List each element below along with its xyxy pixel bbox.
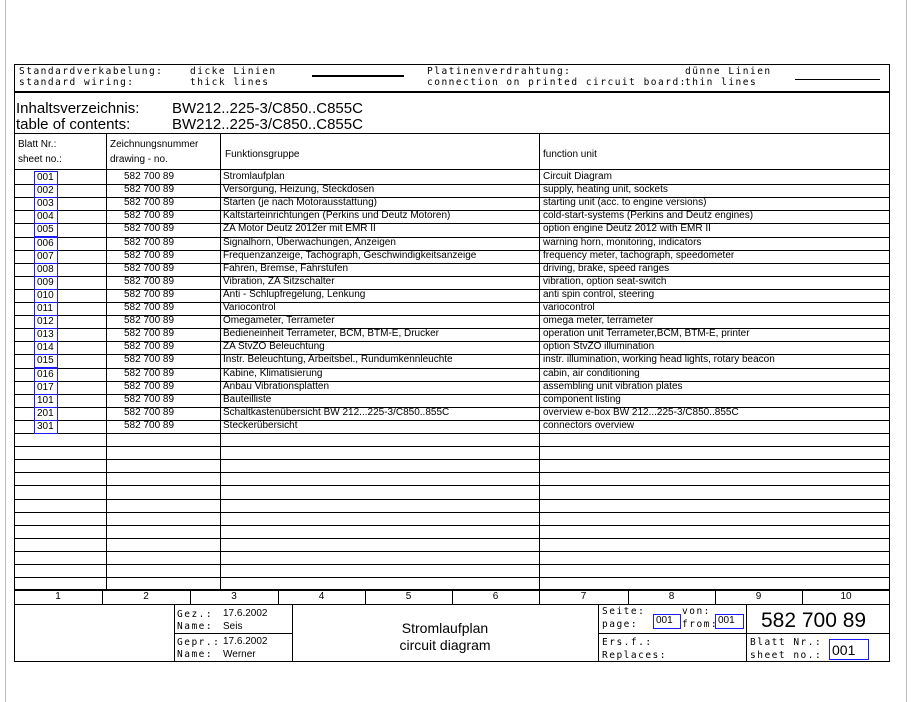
sheet-number: 016 bbox=[34, 368, 58, 382]
column-number: 8 bbox=[668, 591, 675, 602]
function-unit: component listing bbox=[543, 393, 621, 405]
footer-von: von: bbox=[682, 606, 711, 617]
drawing-number: 582 700 89 bbox=[124, 406, 175, 418]
row-line bbox=[14, 485, 890, 486]
function-unit: cabin, air conditioning bbox=[543, 367, 640, 379]
legend-pcb-de: Platinenverdrahtung: bbox=[427, 66, 572, 77]
function-unit: instr. illumination, working head lights, rotary beacon bbox=[543, 354, 775, 366]
footer-sheet-no: 001 bbox=[829, 639, 869, 660]
function-unit: option StvZO illumination bbox=[543, 341, 655, 353]
row-line bbox=[14, 551, 890, 552]
drawing-number: 582 700 89 bbox=[124, 302, 175, 313]
function-unit: variocontrol bbox=[543, 302, 595, 313]
row-line bbox=[14, 512, 890, 513]
header-sheet-en: sheet no.: bbox=[18, 154, 62, 165]
function-group: Starten (je nach Motorausstattung) bbox=[223, 197, 377, 209]
header-unit: function unit bbox=[543, 149, 597, 160]
footer-sheet: sheet no.: bbox=[750, 650, 823, 661]
column-number: 1 bbox=[55, 591, 61, 602]
column-number: 5 bbox=[405, 591, 412, 602]
column-number: 3 bbox=[231, 591, 237, 602]
legend-std-en: standard wiring: bbox=[19, 77, 135, 88]
footer-gepr-date: 17.6.2002 bbox=[223, 636, 268, 647]
drawing-number: 582 700 89 bbox=[124, 341, 175, 353]
sheet-number: 011 bbox=[34, 302, 58, 316]
sheet-number: 014 bbox=[34, 341, 58, 355]
drawing-number: 582 700 89 bbox=[124, 380, 175, 392]
column-number: 10 bbox=[840, 591, 852, 602]
drawing-number: 582 700 89 bbox=[124, 367, 175, 379]
drawing-number: 582 700 89 bbox=[124, 419, 175, 431]
title-model-en: BW212..225-3/C850..C855C bbox=[172, 116, 363, 133]
thick-line-sample bbox=[312, 75, 404, 77]
footer-blatt: Blatt Nr.: bbox=[750, 637, 823, 648]
function-group: Versorgung, Heizung, Steckdosen bbox=[223, 184, 375, 196]
legend-thick-de: dicke Linien bbox=[190, 66, 277, 77]
footer-name-1: Seis bbox=[223, 621, 243, 632]
column-number: 2 bbox=[143, 591, 149, 602]
sheet-number: 012 bbox=[34, 315, 58, 329]
row-line bbox=[14, 577, 890, 578]
thin-line-sample bbox=[795, 79, 880, 80]
function-unit: starting unit (acc. to engine versions) bbox=[543, 197, 707, 209]
drawing-number: 582 700 89 bbox=[124, 197, 175, 209]
function-unit: operation unit Terrameter,BCM, BTM-E, printer bbox=[543, 328, 750, 340]
function-group: ZA StvZO Beleuchtung bbox=[223, 341, 325, 353]
function-unit: supply, heating unit, sockets bbox=[543, 184, 668, 196]
drawing-number: 582 700 89 bbox=[124, 210, 175, 222]
legend-thick-en: thick lines bbox=[190, 77, 270, 88]
sheet-number: 002 bbox=[34, 184, 58, 198]
sheet-number: 009 bbox=[34, 276, 58, 290]
function-unit: driving, brake, speed ranges bbox=[543, 262, 670, 274]
column-number: 6 bbox=[492, 591, 499, 602]
drawing-number: 582 700 89 bbox=[124, 236, 175, 248]
drawing-number: 582 700 89 bbox=[124, 171, 175, 182]
function-group: ZA Motor Deutz 2012er mit EMR II bbox=[223, 223, 376, 235]
footer-from-no: 001 bbox=[715, 614, 744, 629]
footer-seite: Seite: bbox=[602, 606, 646, 617]
function-unit: frequency meter, tachograph, speedometer bbox=[543, 249, 735, 261]
footer-title-en: circuit diagram bbox=[399, 637, 491, 653]
function-unit: overview e-box BW 212...225-3/C850..855C bbox=[543, 406, 739, 418]
function-unit: vibration, option seat-switch bbox=[543, 275, 667, 287]
function-group: Omegameter, Terrameter bbox=[223, 315, 335, 327]
function-unit: Circuit Diagram bbox=[543, 171, 612, 182]
sheet-number: 004 bbox=[34, 210, 58, 224]
footer-name-2: Werner bbox=[223, 649, 256, 660]
function-group: Schaltkastenübersicht BW 212...225-3/C850..855C bbox=[223, 406, 450, 418]
sheet-number: 013 bbox=[34, 328, 58, 342]
footer-gez-label: Gez.: bbox=[177, 609, 214, 620]
row-line bbox=[14, 564, 890, 565]
footer-page-no: 001 bbox=[653, 614, 681, 629]
footer-page: page: bbox=[602, 619, 639, 630]
row-line bbox=[14, 538, 890, 539]
function-group: Vibration, ZA Sitzschalter bbox=[223, 275, 335, 287]
legend-pcb-en: connection on printed circuit board: bbox=[427, 77, 687, 88]
footer-gez-date: 17.6.2002 bbox=[223, 608, 268, 619]
sheet-number: 010 bbox=[34, 289, 58, 303]
row-line bbox=[14, 459, 890, 460]
sheet-number: 005 bbox=[34, 223, 58, 237]
sheet-number: 301 bbox=[34, 420, 58, 434]
title-en-label: table of contents: bbox=[16, 116, 131, 133]
sheet-number: 201 bbox=[34, 407, 58, 421]
function-group: Kaltstarteinrichtungen (Perkins und Deutz Motoren) bbox=[223, 210, 451, 222]
function-group: Signalhorn, Überwachungen, Anzeigen bbox=[223, 236, 396, 248]
drawing-number: 582 700 89 bbox=[124, 223, 175, 235]
function-unit: connectors overview bbox=[543, 419, 635, 431]
legend-thin-en: thin lines bbox=[685, 77, 758, 88]
drawing-number: 582 700 89 bbox=[124, 354, 175, 366]
footer-replaces: Replaces: bbox=[602, 650, 667, 661]
drawing-number: 582 700 89 bbox=[124, 393, 175, 405]
footer-name-label-2: Name: bbox=[177, 649, 214, 660]
footer-title-de: Stromlaufplan bbox=[401, 620, 489, 636]
sheet-number: 008 bbox=[34, 263, 58, 277]
function-group: Anbau Vibrationsplatten bbox=[223, 380, 330, 392]
sheet-number: 007 bbox=[34, 250, 58, 264]
function-group: Frequenzanzeige, Tachograph, Geschwindigkeitsanzeige bbox=[223, 249, 477, 261]
function-unit: anti spin control, steering bbox=[543, 288, 655, 300]
function-unit: omega meter, terrameter bbox=[543, 315, 654, 327]
footer-gepr-label: Gepr.: bbox=[177, 637, 221, 648]
sheet-number: 006 bbox=[34, 237, 58, 251]
column-number: 4 bbox=[318, 591, 325, 602]
header-sheet-de: Blatt Nr.: bbox=[18, 139, 57, 150]
function-unit: warning horn, monitoring, indicators bbox=[543, 236, 702, 248]
footer-name-label-1: Name: bbox=[177, 621, 214, 632]
drawing-number: 582 700 89 bbox=[124, 288, 175, 300]
title-model-de: BW212..225-3/C850..C855C bbox=[172, 100, 363, 117]
sheet-number: 017 bbox=[34, 381, 58, 395]
function-group: Variocontrol bbox=[223, 302, 276, 313]
function-unit: option engine Deutz 2012 with EMR II bbox=[543, 223, 711, 235]
function-group: Instr. Beleuchtung, Arbeitsbel., Rundumkennleuchte bbox=[223, 354, 453, 366]
header-group: Funktionsgruppe bbox=[225, 149, 300, 160]
drawing-number: 582 700 89 bbox=[124, 315, 175, 327]
function-group: Bedieneinheit Terrameter, BCM, BTM-E, Drucker bbox=[223, 328, 440, 340]
function-group: Anti - Schlupfregelung, Lenkung bbox=[223, 288, 366, 300]
footer-drawing-no: 582 700 89 bbox=[761, 609, 867, 632]
row-line bbox=[14, 499, 890, 500]
column-number: 7 bbox=[580, 591, 587, 602]
drawing-number: 582 700 89 bbox=[124, 275, 175, 287]
drawing-number: 582 700 89 bbox=[124, 328, 175, 340]
drawing-number: 582 700 89 bbox=[124, 184, 175, 196]
footer-from: from: bbox=[682, 619, 719, 630]
function-group: Kabine, Klimatisierung bbox=[223, 367, 323, 379]
row-line bbox=[14, 433, 890, 434]
sheet-number: 015 bbox=[34, 354, 58, 368]
sheet-number: 003 bbox=[34, 197, 58, 211]
column-number: 9 bbox=[755, 591, 762, 602]
function-group: Stromlaufplan bbox=[223, 171, 285, 182]
drawing-number: 582 700 89 bbox=[124, 262, 175, 274]
row-line bbox=[14, 472, 890, 473]
header-drawing-en: drawing - no. bbox=[110, 154, 168, 165]
footer-ers: Ers.f.: bbox=[602, 637, 653, 648]
function-unit: assembling unit vibration plates bbox=[543, 380, 683, 392]
row-line bbox=[14, 525, 890, 526]
legend-std-de: Standardverkabelung: bbox=[19, 66, 164, 77]
legend-thin-de: dünne Linien bbox=[685, 66, 772, 77]
header-drawing-de: Zeichnungsnummer bbox=[110, 139, 199, 150]
row-line bbox=[14, 446, 890, 447]
title-de-label: Inhaltsverzeichnis: bbox=[16, 100, 140, 117]
drawing-number: 582 700 89 bbox=[124, 249, 175, 261]
function-unit: cold-start-systems (Perkins and Deutz engines) bbox=[543, 210, 754, 222]
sheet-number: 101 bbox=[34, 394, 58, 408]
function-group: Fahren, Bremse, Fahrstufen bbox=[223, 262, 349, 274]
function-group: Bauteilliste bbox=[223, 393, 272, 405]
sheet-number: 001 bbox=[34, 171, 58, 185]
function-group: Steckerübersicht bbox=[223, 419, 298, 431]
